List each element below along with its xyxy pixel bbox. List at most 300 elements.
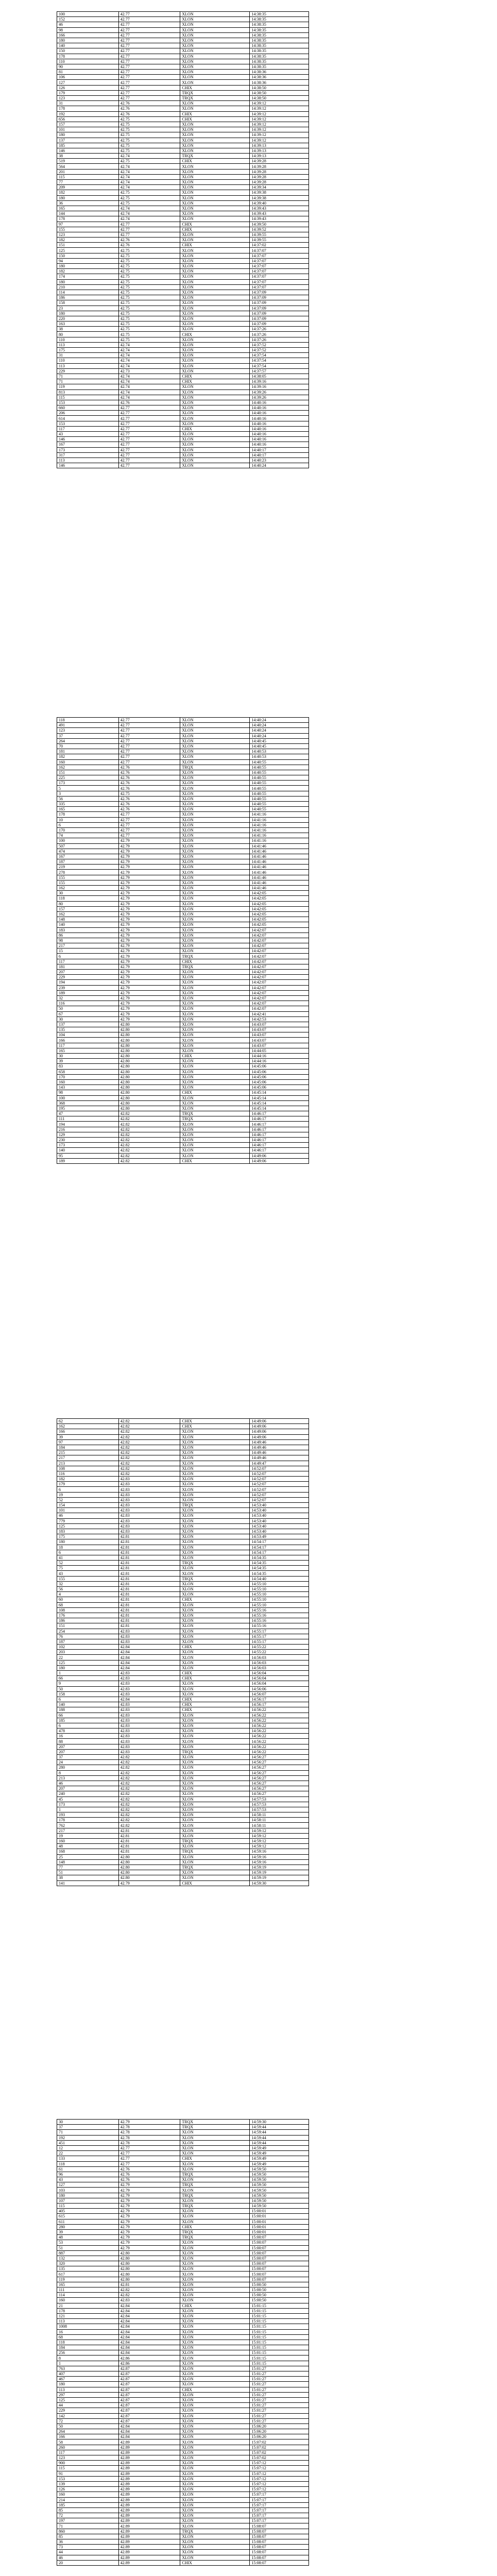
price-cell: 42.77 xyxy=(118,822,180,827)
venue-cell: XLON xyxy=(180,1592,250,1597)
time-cell: 14:55:10 xyxy=(250,1581,309,1586)
time-cell: 14:40:55 xyxy=(250,796,309,801)
price-cell: 42.80 xyxy=(118,2261,180,2266)
quantity-cell: 192 xyxy=(57,2135,119,2140)
price-cell: 42.80 xyxy=(118,1865,180,1870)
venue-cell: XLON xyxy=(180,838,250,843)
time-cell: 14:49:46 xyxy=(250,1439,309,1445)
venue-cell: XLON xyxy=(180,1529,250,1534)
table-row xyxy=(57,759,309,765)
table-row xyxy=(57,384,309,389)
price-cell: 42.83 xyxy=(118,1671,180,1676)
table-row xyxy=(57,1085,309,1090)
quantity-cell: 80 xyxy=(57,332,119,337)
price-cell: 42.79 xyxy=(118,985,180,990)
time-cell: 14:38:35 xyxy=(250,48,309,54)
time-cell: 14:38:50 xyxy=(250,85,309,90)
venue-cell: XLON xyxy=(180,1639,250,1644)
time-cell: 14:37:02 xyxy=(250,243,309,248)
time-cell: 14:40:55 xyxy=(250,786,309,791)
quantity-cell: 154 xyxy=(57,1503,119,1508)
quantity-cell: 209 xyxy=(57,185,119,190)
table-row xyxy=(57,2235,309,2240)
table-row xyxy=(57,2261,309,2266)
quantity-cell: 30 xyxy=(57,1054,119,1059)
venue-cell: XLON xyxy=(180,211,250,216)
time-cell: 15:00:50 xyxy=(250,2293,309,2298)
time-cell: 14:59:16 xyxy=(250,1854,309,1859)
table-row xyxy=(57,1634,309,1639)
table-row xyxy=(57,2507,309,2513)
quantity-cell: 214 xyxy=(57,2497,119,2502)
price-cell: 42.82 xyxy=(118,2293,180,2298)
table-row xyxy=(57,54,309,59)
price-cell: 42.77 xyxy=(118,232,180,237)
quantity-cell: 97 xyxy=(57,222,119,227)
price-cell: 42.77 xyxy=(118,2151,180,2156)
price-cell: 42.75 xyxy=(118,300,180,306)
quantity-cell: 66 xyxy=(57,1713,119,1718)
venue-cell: XLON xyxy=(180,421,250,426)
table-row xyxy=(57,1734,309,1739)
table-row xyxy=(57,1645,309,1650)
time-cell: 14:55:17 xyxy=(250,1629,309,1634)
quantity-cell: 146 xyxy=(57,463,119,468)
time-cell: 14:40:55 xyxy=(250,802,309,807)
quantity-cell: 178 xyxy=(57,812,119,817)
time-cell: 14:41:16 xyxy=(250,812,309,817)
table-row xyxy=(57,2188,309,2193)
quantity-cell: 43 xyxy=(57,432,119,437)
time-cell: 14:37:07 xyxy=(250,284,309,290)
time-cell: 14:37:07 xyxy=(250,264,309,269)
table-row xyxy=(57,2497,309,2502)
time-cell: 15:07:02 xyxy=(250,2450,309,2455)
quantity-cell: 31 xyxy=(57,353,119,358)
venue-cell: XLON xyxy=(180,2455,250,2461)
table-row xyxy=(57,32,309,38)
price-cell: 42.79 xyxy=(118,943,180,948)
price-cell: 42.84 xyxy=(118,2340,180,2345)
time-cell: 15:01:15 xyxy=(250,2355,309,2361)
price-cell: 42.79 xyxy=(118,870,180,875)
quantity-cell: 887 xyxy=(57,2250,119,2256)
price-cell: 42.77 xyxy=(118,80,180,85)
venue-cell: XLON xyxy=(180,854,250,859)
price-cell: 42.74 xyxy=(118,358,180,363)
price-cell: 42.79 xyxy=(118,2198,180,2203)
time-cell: 14:45:14 xyxy=(250,1106,309,1111)
table-row xyxy=(57,964,309,969)
time-cell: 14:39:13 xyxy=(250,154,309,159)
time-cell: 14:42:07 xyxy=(250,959,309,964)
time-cell: 15:01:27 xyxy=(250,2397,309,2402)
price-cell: 42.87 xyxy=(118,2418,180,2424)
time-cell: 14:38:35 xyxy=(250,12,309,17)
price-cell: 42.75 xyxy=(118,248,180,253)
quantity-cell: 162 xyxy=(57,765,119,770)
venue-cell: XLON xyxy=(180,447,250,452)
quantity-cell: 45 xyxy=(57,1797,119,1802)
quantity-cell: 170 xyxy=(57,1074,119,1079)
price-cell: 42.80 xyxy=(118,1079,180,1084)
time-cell: 14:59:50 xyxy=(250,2166,309,2172)
table-row xyxy=(57,1607,309,1613)
table-row xyxy=(57,2439,309,2445)
venue-cell: XLON xyxy=(180,54,250,59)
quantity-cell: 317 xyxy=(57,452,119,457)
table-row xyxy=(57,2240,309,2245)
quantity-cell: 107 xyxy=(57,2198,119,2203)
venue-cell: XLON xyxy=(180,17,250,22)
venue-cell: XLON xyxy=(180,1859,250,1865)
price-cell: 42.74 xyxy=(118,389,180,395)
table-row xyxy=(57,1074,309,1079)
price-cell: 42.77 xyxy=(118,759,180,765)
price-cell: 42.80 xyxy=(118,1064,180,1069)
venue-cell: XLON xyxy=(180,2135,250,2140)
venue-cell: XLON xyxy=(180,754,250,759)
table-row xyxy=(57,1713,309,1718)
price-cell: 42.77 xyxy=(118,738,180,743)
price-cell: 42.83 xyxy=(118,1734,180,1739)
venue-cell: XLON xyxy=(180,452,250,457)
venue-cell: XLON xyxy=(180,1681,250,1686)
quantity-cell: 166 xyxy=(57,1429,119,1434)
quantity-cell: 207 xyxy=(57,970,119,975)
quantity-cell: 37 xyxy=(57,2125,119,2130)
price-cell: 42.89 xyxy=(118,2487,180,2492)
venue-cell: XLON xyxy=(180,1870,250,1875)
table-row xyxy=(57,1597,309,1602)
price-cell: 42.75 xyxy=(118,269,180,274)
price-cell: 42.75 xyxy=(118,127,180,132)
price-cell: 42.79 xyxy=(118,1016,180,1022)
price-cell: 42.77 xyxy=(118,754,180,759)
quantity-cell: 36 xyxy=(57,2539,119,2545)
table-row xyxy=(57,2145,309,2150)
price-cell: 42.74 xyxy=(118,216,180,222)
price-cell: 42.89 xyxy=(118,2481,180,2486)
quantity-cell: 113 xyxy=(57,2387,119,2392)
time-cell: 14:57:53 xyxy=(250,1797,309,1802)
price-cell: 42.79 xyxy=(118,911,180,917)
time-cell: 15:01:27 xyxy=(250,2408,309,2413)
table-row xyxy=(57,2397,309,2402)
time-cell: 15:00:07 xyxy=(250,2256,309,2261)
quantity-cell: 1 xyxy=(57,2361,119,2366)
quantity-cell: 115 xyxy=(57,395,119,400)
table-row xyxy=(57,222,309,227)
quantity-cell: 98 xyxy=(57,938,119,943)
time-cell: 14:55:10 xyxy=(250,1597,309,1602)
quantity-cell: 123 xyxy=(57,96,119,101)
price-cell: 42.80 xyxy=(118,2272,180,2277)
table-row xyxy=(57,2256,309,2261)
time-cell: 14:41:16 xyxy=(250,817,309,822)
time-cell: 14:46:17 xyxy=(250,1111,309,1116)
quantity-cell: 32 xyxy=(57,995,119,1001)
table-row xyxy=(57,101,309,106)
venue-cell: XLON xyxy=(180,743,250,749)
quantity-cell: 160 xyxy=(57,759,119,765)
quantity-cell: 201 xyxy=(57,169,119,174)
table-row xyxy=(57,865,309,870)
table-row xyxy=(57,2377,309,2382)
quantity-cell: 173 xyxy=(57,447,119,452)
price-cell: 42.81 xyxy=(118,1844,180,1849)
quantity-cell: 116 xyxy=(57,1471,119,1476)
venue-cell: XLON xyxy=(180,1477,250,1482)
time-cell: 14:40:17 xyxy=(250,447,309,452)
venue-cell: XLON xyxy=(180,2408,250,2413)
time-cell: 14:46:17 xyxy=(250,1143,309,1148)
table-row xyxy=(57,2125,309,2130)
time-cell: 14:41:46 xyxy=(250,886,309,891)
time-cell: 14:40:55 xyxy=(250,765,309,770)
venue-cell: XLON xyxy=(180,106,250,111)
price-cell: 42.77 xyxy=(118,749,180,754)
table-row xyxy=(57,306,309,311)
price-cell: 42.84 xyxy=(118,2424,180,2429)
time-cell: 15:08:07 xyxy=(250,2534,309,2539)
table-row xyxy=(57,765,309,770)
time-cell: 14:59:49 xyxy=(250,2151,309,2156)
time-cell: 15:00:50 xyxy=(250,2282,309,2287)
venue-cell: XLON xyxy=(180,948,250,954)
quantity-cell: 206 xyxy=(57,411,119,416)
venue-cell: XLON xyxy=(180,32,250,38)
quantity-cell: 77 xyxy=(57,1865,119,1870)
price-cell: 42.80 xyxy=(118,1854,180,1859)
venue-cell: XLON xyxy=(180,1665,250,1670)
price-cell: 42.75 xyxy=(118,295,180,300)
venue-cell: XLON xyxy=(180,1064,250,1069)
venue-cell: XLON xyxy=(180,2550,250,2555)
price-cell: 42.77 xyxy=(118,22,180,27)
venue-cell: XLON xyxy=(180,442,250,447)
price-cell: 42.81 xyxy=(118,1849,180,1854)
time-cell: 14:49:06 xyxy=(250,1424,309,1429)
table-row xyxy=(57,64,309,69)
time-cell: 15:00:01 xyxy=(250,2224,309,2229)
price-cell: 42.75 xyxy=(118,116,180,122)
price-cell: 42.81 xyxy=(118,1534,180,1539)
time-cell: 14:56:06 xyxy=(250,1686,309,1691)
venue-cell: TRQX xyxy=(180,2182,250,2188)
venue-cell: XLON xyxy=(180,1439,250,1445)
price-cell: 42.86 xyxy=(118,2361,180,2366)
table-row xyxy=(57,2403,309,2408)
venue-cell: XLON xyxy=(180,1016,250,1022)
table-row xyxy=(57,2350,309,2355)
quantity-cell: 16 xyxy=(57,2329,119,2334)
price-cell: 42.77 xyxy=(118,463,180,468)
quantity-cell: 185 xyxy=(57,1718,119,1723)
time-cell: 15:01:15 xyxy=(250,2303,309,2308)
time-cell: 14:57:53 xyxy=(250,1802,309,1807)
price-cell: 42.89 xyxy=(118,2466,180,2471)
venue-cell: CHIX xyxy=(180,2156,250,2161)
price-cell: 42.77 xyxy=(118,75,180,80)
quantity-cell: 185 xyxy=(57,2502,119,2507)
time-cell: 14:52:07 xyxy=(250,1466,309,1471)
price-cell: 42.80 xyxy=(118,1048,180,1053)
venue-cell: CHIX xyxy=(180,1676,250,1681)
quantity-cell: 53 xyxy=(57,2240,119,2245)
price-cell: 42.74 xyxy=(118,185,180,190)
time-cell: 14:59:30 xyxy=(250,2120,309,2125)
quantity-cell: 256 xyxy=(57,2350,119,2355)
table-row xyxy=(57,457,309,463)
table-row xyxy=(57,1122,309,1127)
venue-cell: TRQX xyxy=(180,2235,250,2240)
quantity-cell: 50 xyxy=(57,1006,119,1011)
quantity-cell: 22 xyxy=(57,2151,119,2156)
price-cell: 42.82 xyxy=(118,1461,180,1466)
price-cell: 42.76 xyxy=(118,765,180,770)
quantity-cell: 178 xyxy=(57,1818,119,1823)
price-cell: 42.83 xyxy=(118,1629,180,1634)
table-row xyxy=(57,1106,309,1111)
venue-cell: CHIX xyxy=(180,227,250,232)
time-cell: 14:49:46 xyxy=(250,1445,309,1450)
venue-cell: XLON xyxy=(180,2287,250,2293)
price-cell: 42.77 xyxy=(118,447,180,452)
time-cell: 14:49:06 xyxy=(250,1429,309,1434)
venue-cell: XLON xyxy=(180,802,250,807)
venue-cell: XLON xyxy=(180,1095,250,1100)
venue-cell: XLON xyxy=(180,786,250,791)
quantity-cell: 71 xyxy=(57,379,119,384)
quantity-cell: 75 xyxy=(57,1566,119,1571)
quantity-cell: 174 xyxy=(57,274,119,279)
table-row xyxy=(57,775,309,781)
venue-cell: CHIX xyxy=(180,959,250,964)
venue-cell: TRQX xyxy=(180,96,250,101)
quantity-cell: 182 xyxy=(57,269,119,274)
venue-cell: XLON xyxy=(180,2439,250,2445)
time-cell: 14:41:46 xyxy=(250,843,309,849)
quantity-cell: 19 xyxy=(57,1492,119,1497)
quantity-cell: 30 xyxy=(57,2120,119,2125)
venue-cell: XLON xyxy=(180,1079,250,1084)
price-cell: 42.83 xyxy=(118,1681,180,1686)
price-cell: 42.80 xyxy=(118,1032,180,1038)
table-row xyxy=(57,1513,309,1518)
venue-cell: XLON xyxy=(180,279,250,284)
time-cell: 14:37:26 xyxy=(250,327,309,332)
price-cell: 42.75 xyxy=(118,327,180,332)
time-cell: 14:37:07 xyxy=(250,248,309,253)
table-row xyxy=(57,2445,309,2450)
price-cell: 42.79 xyxy=(118,896,180,901)
table-row xyxy=(57,802,309,807)
price-cell: 42.79 xyxy=(118,2240,180,2245)
table-row xyxy=(57,353,309,358)
price-cell: 42.83 xyxy=(118,1639,180,1644)
quantity-cell: 47 xyxy=(57,1111,119,1116)
quantity-cell: 81 xyxy=(57,70,119,75)
venue-cell: XLON xyxy=(180,759,250,765)
time-cell: 14:56:04 xyxy=(250,1676,309,1681)
quantity-cell: 48 xyxy=(57,1844,119,1849)
price-cell: 42.89 xyxy=(118,2529,180,2534)
quantity-cell: 110 xyxy=(57,337,119,342)
venue-cell: XLON xyxy=(180,1006,250,1011)
venue-cell: XLON xyxy=(180,337,250,342)
table-row xyxy=(57,1138,309,1143)
quantity-cell: 178 xyxy=(57,216,119,222)
venue-cell: XLON xyxy=(180,1127,250,1132)
table-row xyxy=(57,1090,309,1095)
venue-cell: XLON xyxy=(180,2214,250,2219)
quantity-cell: 240 xyxy=(57,1791,119,1797)
quantity-cell: 157 xyxy=(57,906,119,911)
venue-cell: TRQX xyxy=(180,1849,250,1854)
quantity-cell: 297 xyxy=(57,2392,119,2397)
price-cell: 42.83 xyxy=(118,1503,180,1508)
quantity-cell: 125 xyxy=(57,1523,119,1529)
price-cell: 42.84 xyxy=(118,2334,180,2340)
time-cell: 14:42:53 xyxy=(250,1016,309,1022)
table-row xyxy=(57,1038,309,1043)
venue-cell: XLON xyxy=(180,775,250,781)
quantity-cell: 106 xyxy=(57,75,119,80)
table-row xyxy=(57,1765,309,1770)
time-cell: 14:59:30 xyxy=(250,1880,309,1886)
price-cell: 42.82 xyxy=(118,1419,180,1424)
quantity-cell: 180 xyxy=(57,311,119,316)
price-cell: 42.74 xyxy=(118,154,180,159)
venue-cell: TRQX xyxy=(180,1749,250,1754)
time-cell: 15:01:27 xyxy=(250,2371,309,2377)
price-cell: 42.82 xyxy=(118,1791,180,1797)
venue-cell: XLON xyxy=(180,1587,250,1592)
time-cell: 14:52:07 xyxy=(250,1497,309,1502)
table-row xyxy=(57,316,309,321)
venue-cell: XLON xyxy=(180,384,250,389)
venue-cell: XLON xyxy=(180,2188,250,2193)
quantity-cell: 1008 xyxy=(57,2324,119,2329)
table-row xyxy=(57,1823,309,1828)
quantity-cell: 10 xyxy=(57,817,119,822)
price-cell: 42.75 xyxy=(118,290,180,295)
venue-cell: XLON xyxy=(180,870,250,875)
price-cell: 42.82 xyxy=(118,1818,180,1823)
table-row xyxy=(57,1859,309,1865)
quantity-cell: 207 xyxy=(57,1744,119,1749)
table-row xyxy=(57,2219,309,2224)
quantity-cell: 467 xyxy=(57,2377,119,2382)
quantity-cell: 180 xyxy=(57,1539,119,1545)
table-row xyxy=(57,1079,309,1084)
table-row xyxy=(57,985,309,990)
table-row xyxy=(57,2172,309,2177)
price-cell: 42.83 xyxy=(118,1713,180,1718)
table-row xyxy=(57,132,309,138)
venue-cell: XLON xyxy=(180,232,250,237)
table-row xyxy=(57,738,309,743)
quantity-cell: 335 xyxy=(57,802,119,807)
quantity-cell: 140 xyxy=(57,1148,119,1153)
venue-cell: XLON xyxy=(180,995,250,1001)
venue-cell: XLON xyxy=(180,1739,250,1744)
venue-cell: XLON xyxy=(180,1471,250,1476)
time-cell: 15:08:07 xyxy=(250,2523,309,2529)
time-cell: 14:55:10 xyxy=(250,1587,309,1592)
venue-cell: XLON xyxy=(180,248,250,253)
